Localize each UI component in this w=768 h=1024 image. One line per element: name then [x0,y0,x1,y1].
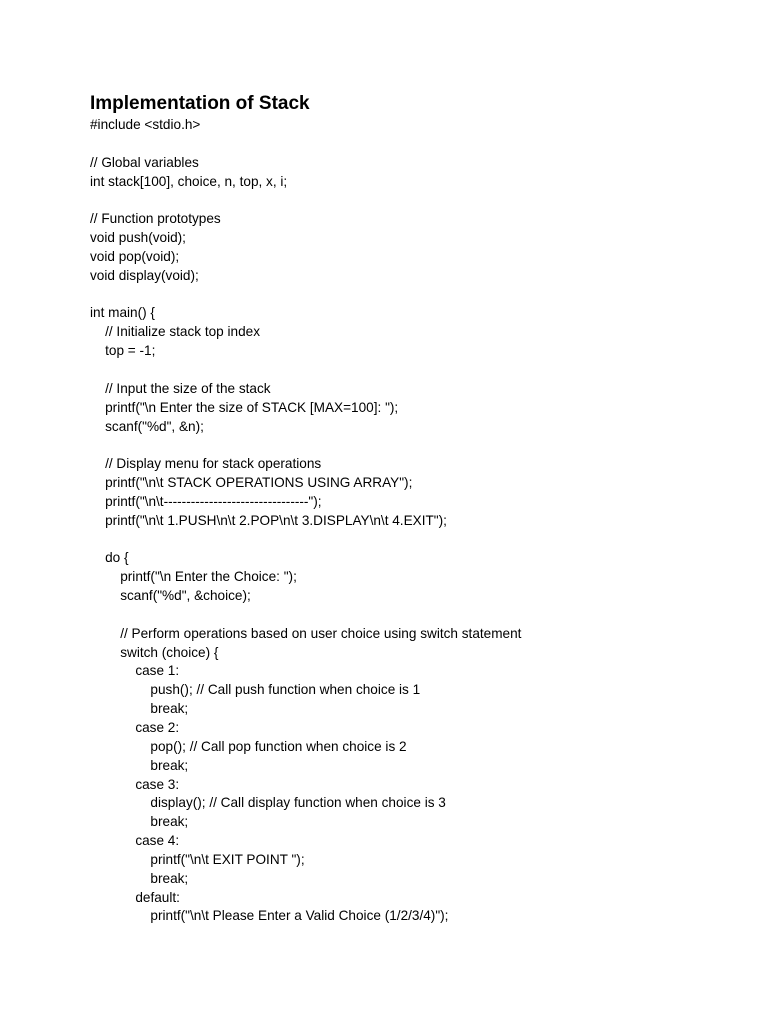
code-line: break; [90,757,189,773]
code-line: break; [90,814,189,830]
code-listing [90,116,750,926]
code-line: display(); // Call display function when choice is 3 [90,795,446,811]
code-line: switch (choice) { [90,644,219,660]
code-line: push(); // Call push function when choice is 1 [90,682,421,698]
code-line: printf("\n\t STACK OPERATIONS USING ARRAY"); [90,475,413,491]
code-line: scanf("%d", &choice); [90,588,251,604]
code-line: top = -1; [90,343,156,359]
code-line: int main() { [90,305,155,321]
code-line: void pop(void); [90,248,180,264]
code-line [90,286,750,305]
code-line [90,531,750,550]
code-line: break; [90,701,189,717]
code-line: printf("\n\t--------------------------------"); [90,493,322,509]
code-line: #include <stdio.h> [90,117,201,132]
code-line: void display(void); [90,267,199,283]
code-line: // Input the size of the stack [90,380,271,396]
code-line: printf("\n Enter the Choice: "); [90,569,297,585]
document-title: Implementation of Stack [90,93,310,114]
code-line: // Display menu for stack operations [90,456,322,472]
code-line [90,606,750,625]
code-line: case 3: [90,776,180,792]
code-line: // Perform operations based on user choice using switch statement [90,625,522,641]
code-line: scanf("%d", &n); [90,418,204,434]
code-line [90,361,750,380]
code-line [90,436,750,455]
code-line: // Global variables [90,154,199,170]
code-line: pop(); // Call pop function when choice is 2 [90,738,407,754]
code-line: break; [90,870,189,886]
code-line: printf("\n\t Please Enter a Valid Choice (1/2/3/4)"); [90,908,449,924]
code-line: printf("\n\t 1.PUSH\n\t 2.POP\n\t 3.DISPLAY\n\t 4.EXIT"); [90,512,447,528]
code-line [90,191,750,210]
code-line: int stack[100], choice, n, top, x, i; [90,173,288,189]
code-line [90,135,750,154]
code-line: printf("\n Enter the size of STACK [MAX=100]: "); [90,399,399,415]
code-line: // Function prototypes [90,211,221,227]
code-line: // Initialize stack top index [90,324,261,340]
code-line: do { [90,550,129,566]
code-line: case 2: [90,720,180,735]
code-line: case 1: [90,663,180,679]
code-line: void push(void); [90,230,186,246]
code-line: case 4: [90,833,180,849]
code-line: default: [90,889,180,905]
code-line: printf("\n\t EXIT POINT "); [90,851,305,867]
document-page [90,92,750,926]
